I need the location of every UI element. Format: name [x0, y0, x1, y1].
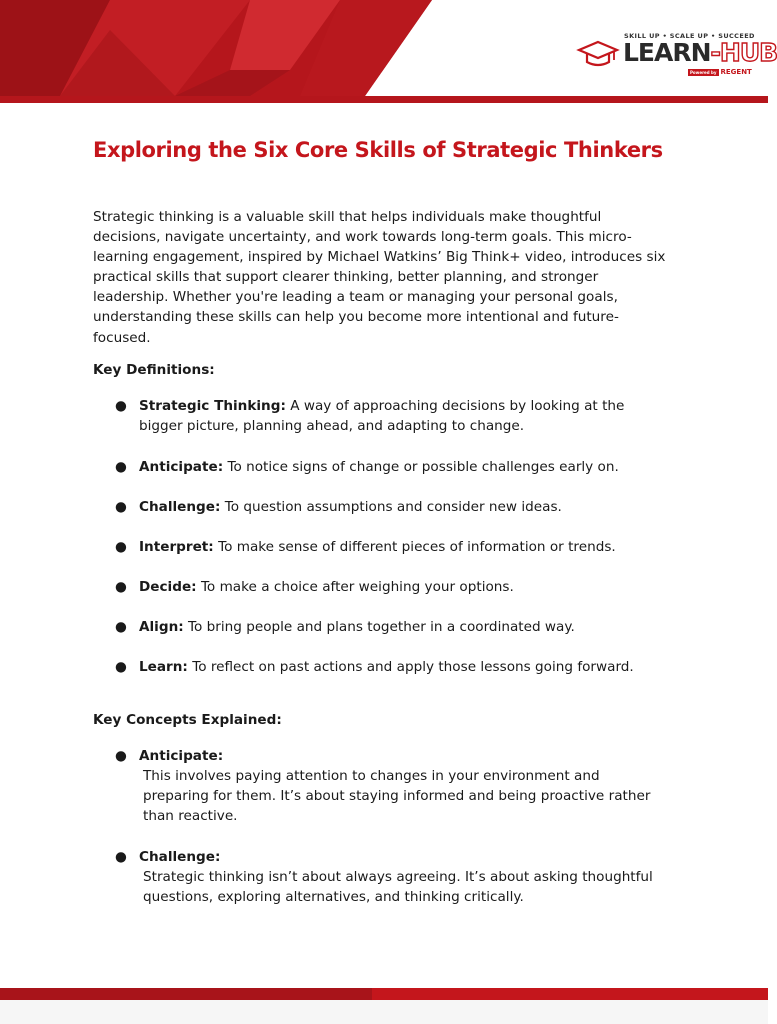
bullet-icon: ●	[115, 459, 127, 475]
concept-term: Anticipate:	[139, 748, 224, 764]
document-body	[93, 138, 683, 905]
definition-text: To question assumptions and consider new ideas.	[224, 499, 562, 515]
learnhub-logo	[578, 32, 777, 80]
graduation-cap-icon	[578, 38, 618, 68]
definition-text: To bring people and plans together in a coordinated way.	[188, 619, 575, 635]
logo-tagline: SKILL UP • SCALE UP • SUCCEED	[624, 32, 755, 40]
definition-item	[115, 657, 665, 677]
logo-powered-by	[688, 68, 752, 76]
bullet-icon: ●	[115, 539, 127, 555]
definition-item	[115, 396, 665, 436]
page-bottom-margin	[0, 1000, 768, 1024]
logo-learn: LEARN	[623, 38, 711, 67]
definition-text: To make a choice after weighing your options.	[200, 579, 514, 595]
definitions-heading: Key Definitions:	[93, 362, 215, 378]
concepts-heading: Key Concepts Explained:	[93, 712, 282, 728]
concept-item	[115, 746, 665, 826]
bullet-icon: ●	[115, 579, 127, 595]
concept-term: Challenge:	[139, 849, 221, 865]
definition-term: Align:	[139, 619, 184, 635]
definition-text: To reflect on past actions and apply those lessons going forward.	[192, 659, 634, 675]
bullet-icon: ●	[115, 849, 127, 865]
definition-item	[115, 537, 665, 557]
bullet-icon: ●	[115, 398, 127, 414]
definition-text: To make sense of different pieces of information or trends.	[218, 539, 616, 555]
definition-text: To notice signs of change or possible challenges early on.	[227, 459, 619, 475]
bullet-icon: ●	[115, 499, 127, 515]
definition-term: Interpret:	[139, 539, 214, 555]
footer-stripe	[0, 988, 768, 1000]
logo-wordmark	[623, 38, 777, 68]
intro-paragraph: Strategic thinking is a valuable skill that helps individuals make thoughtful decisions, navigate uncertainty, and work towards long-term goals. This micro-learning engagement, inspired by Michael Watkins’ Big Think+ video, introduces six practical skills that support clearer thinking, better planning, and stronger leadership. Whether you're leading a team or managing your personal goals, understanding these skills can help you become more intentional and future-focused.	[93, 209, 666, 346]
page-title: Exploring the Six Core Skills of Strategic Thinkers	[93, 138, 663, 162]
footer-stripe-accent	[372, 988, 768, 1000]
header-banner	[0, 0, 777, 103]
definition-item	[115, 617, 665, 637]
parent-brand: REGENT	[720, 68, 752, 76]
bullet-icon: ●	[115, 659, 127, 675]
definition-term: Anticipate:	[139, 459, 224, 475]
definition-term: Strategic Thinking:	[139, 398, 286, 414]
concept-text: This involves paying attention to changes in your environment and preparing for them. It’s about staying informed and being proactive rather than reactive.	[143, 768, 651, 824]
concept-text: Strategic thinking isn’t about always agreeing. It’s about asking thoughtful questions, exploring alternatives, and thinking critically.	[143, 869, 653, 905]
definition-term: Decide:	[139, 579, 197, 595]
bullet-icon: ●	[115, 619, 127, 635]
definition-term: Challenge:	[139, 499, 221, 515]
definition-item	[115, 577, 665, 597]
logo-hub: -HUB	[710, 38, 777, 67]
definition-term: Learn:	[139, 659, 188, 675]
definition-text: A way of approaching decisions by looking at the bigger picture, planning ahead, and adapting to change.	[139, 398, 625, 434]
bullet-icon: ●	[115, 748, 127, 764]
definition-item	[115, 457, 665, 477]
definition-item	[115, 497, 665, 517]
concept-item	[115, 847, 665, 907]
powered-by-label: Powered by	[690, 69, 717, 75]
